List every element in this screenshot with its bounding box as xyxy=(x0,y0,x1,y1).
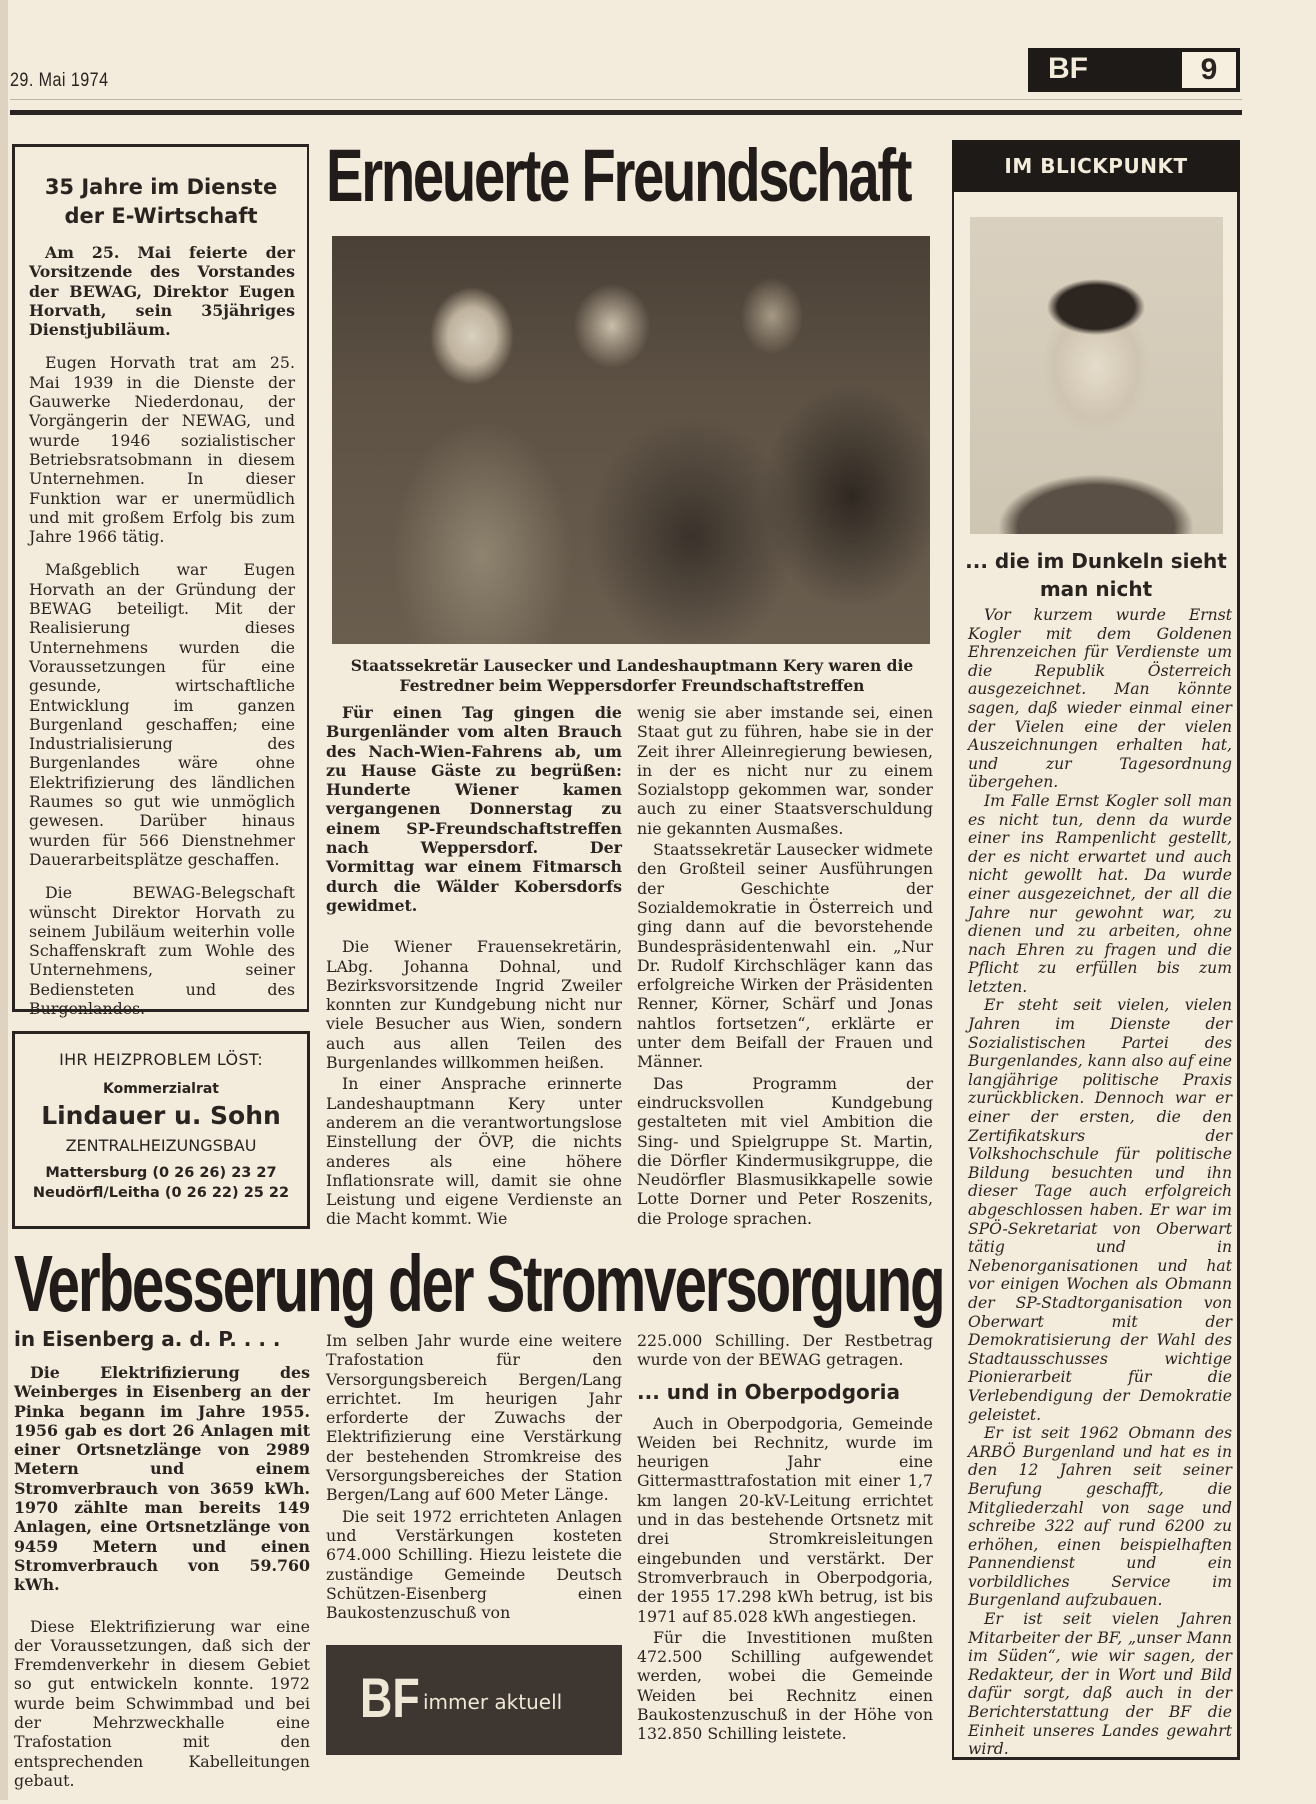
power-paragraph: Im selben Jahr wurde eine weitere Trafostation für den Versorgungsbereich Bergen/Lang errichtet. Im heurigen Jahr erforderte der Zuwachs der Elektrifizierung eine Verstärkung der bestehenden Stromkreise des Versorgungsbereiches der Station Bergen/Lang auf 600 Meter Länge. xyxy=(326,1331,622,1505)
blickpunkt-paragraph: Er ist seit 1962 Obmann des ARBÖ Burgenland und hat es in den 12 Jahren seit seiner Berufung geschafft, die Mitgliederzahl von sage und schreibe 322 auf rund 6200 zu erhöhen, einen beispielhaften Pannendienst und ein vorbildliches Service im Burgenland aufzubauen. xyxy=(968,1424,1232,1610)
power-column-1 xyxy=(14,1363,310,1804)
blickpunkt-paragraph: Er ist seit vielen Jahren Mitarbeiter der BF, „unser Mann im Süden“, wie wir sagen, der Redakteur, der in Wort und Bild dafür sorgt, daß auch in der Berichterstattung der BF die Einheit unseres Landes gewahrt wird. xyxy=(968,1610,1232,1759)
main-headline: Erneuerte Freundschaft xyxy=(326,134,911,217)
blickpunkt-paragraph: Im Falle Ernst Kogler soll man es nicht tun, denn da wurde einer ins Rampenlicht gestellt, der es nicht erwartet und auch nicht gewollt hat. Da wurde einer ausgezeichnet, der all die Jahre nur gewohnt war, zu dienen und zu arbeiten, ohne nach Ehren zu fragen und die Pflicht zu erfüllen bis zum letzten. xyxy=(968,791,1232,996)
sidebar-article-paragraph: Die BEWAG-Belegschaft wünscht Direktor Horvath zu seinem Jubiläum weiterhin volle Schaffenskraft zum Wohle des Unternehmens, seiner Bediensteten und des Burgenlandes. xyxy=(29,883,295,1018)
sidebar-article-paragraph: Eugen Horvath trat am 25. Mai 1939 in die Dienste der Gauwerke Niederdonau, der Vorgängerin der NEWAG, und wurde 1946 sozialistischer Betriebsratsobmann in diesem Unternehmen. In dieser Funktion war er unermüdlich und mit großem Erfolg bis zum Jahre 1966 tätig. xyxy=(29,353,295,547)
power-paragraph: Die seit 1972 errichteten Anlagen und Verstärkungen kosteten 674.000 Schilling. Hiezu leistete die zuständige Gemeinde Deutsch Schützen-Eisenberg einen Baukostenzuschuß von xyxy=(326,1506,622,1623)
sidebar-article-title: 35 Jahre im Dienste der E-Wirtschaft xyxy=(44,175,278,228)
bf-promo-logo: BF xyxy=(360,1666,420,1729)
ad-phone: Neudörfl/Leitha (0 26 22) 25 22 xyxy=(32,1185,290,1201)
power-paragraph: Auch in Oberpodgoria, Gemeinde Weiden bei Rechnitz, wurde im heurigen Jahr eine Gittermasttrafostation mit einer 1,7 km langen 20-kV-Leitung errichtet und in das bestehende Ortsnetz mit drei Stromkreisleitungen eingebunden und verstärkt. Der Stromverbrauch in Oberpodgoria, der 1955 17.298 kWh betrug, ist bis 1971 auf 85.028 kWh angestiegen. xyxy=(637,1413,933,1626)
blickpunkt-text xyxy=(968,606,1232,1759)
page-badge xyxy=(1028,48,1240,92)
power-paragraph: Für die Investitionen mußten 472.500 Schilling aufgewendet werden, wobei die Gemeinde Weiden bei Rechnitz einen Baukostenzuschuß in der Höhe von 132.850 Schilling leistete. xyxy=(637,1627,933,1744)
power-headline: Verbesserung der Stromversorgung xyxy=(14,1239,944,1328)
ad-company: Lindauer u. Sohn xyxy=(41,1101,281,1130)
power-lead: Die Elektrifizierung des Weinberges in Eisenberg an der Pinka begann im Jahre 1955. 1956 gab es dort 26 Anlagen mit einer Ortsnetzlänge von 2989 Metern und einem Stromverbrauch von 3659 kWh. 1970 zählte man bereits 149 Anlagen, eine Ortsnetzlänge von 9459 Metern und einen Stromverbrauch von 59.760 kWh. xyxy=(14,1363,310,1595)
header-thin-rule xyxy=(10,99,1242,100)
main-article-column-1 xyxy=(326,703,622,1243)
event-photo xyxy=(332,236,930,644)
header-rule xyxy=(10,110,1242,115)
power-paragraph: Diese Elektrifizierung war eine der Voraussetzungen, daß sich der Fremdenverkehr in diesem Gebiet so gut entwickeln konnte. 1972 wurde beim Schwimmbad und bei der Mehrzweckhalle eine Trafostation mit den entsprechenden Kabelleitungen gebaut. xyxy=(14,1616,310,1790)
main-article-paragraph: Staatssekretär Lausecker widmete den Großteil seiner Ausführungen der Geschichte der Sozialdemokratie in Österreich und ging dann auf die bevorstehende Bundespräsidentenwahl ein. „Nur Dr. Rudolf Kirchschläger kann das erfolgreiche Wirken der Präsidenten Renner, Körner, Schärf und Jonas nahtlos fortsetzen“, erklärte er unter dem Beifall der Frauen und Männer. xyxy=(637,840,933,1072)
bf-promo-box xyxy=(326,1645,622,1755)
power-paragraph: 225.000 Schilling. Der Restbetrag wurde von der BEWAG getragen. xyxy=(637,1331,933,1370)
heating-advertisement xyxy=(12,1031,310,1229)
power-subhead-eisenberg: in Eisenberg a. d. P. . . . xyxy=(14,1327,281,1351)
blickpunkt-title: ... die im Dunkeln sieht man nicht xyxy=(965,549,1227,601)
blickpunkt-paragraph: Er steht seit vielen, vielen Jahren im Dienste der Sozialistischen Partei des Burgenlandes, kann also auf eine langjährige politische Praxis zurückblicken. Dennoch war er einer der ersten, die den Zertifikatskurs der Volkshochschule für politische Bildung besuchten und ihn dieser Tage auch erfolgreich abgeschlossen haben. Er war im SPÖ-Sekretariat von Oberwart tätig und in Nebenorganisationen und hat vor einigen Wochen als Obmann der SP-Stadtorganisation von Oberwart mit der Demokratisierung der Wahl des Stadtausschusses wichtige Pionierarbeit für die Verlebendigung der Demokratie geleistet. xyxy=(968,996,1232,1424)
main-article-paragraph: Die Wiener Frauensekretärin, LAbg. Johanna Dohnal, und Bezirksvorsitzende Ingrid Zweiler konnten zur Kundgebung nicht nur viele Besucher aus Wien, sondern auch aus allen Teilen des Burgenlandes willkommen heißen. xyxy=(326,937,622,1073)
sidebar-article-box xyxy=(12,144,309,1018)
main-article-column-2 xyxy=(637,703,933,1242)
ad-trade: ZENTRALHEIZUNGSBAU xyxy=(65,1136,257,1155)
power-column-2 xyxy=(326,1331,622,1636)
photo-caption: Staatssekretär Lausecker und Landeshauptmann Kery waren die Festredner beim Weppersdorfer Freundschaftstreffen xyxy=(350,656,914,695)
portrait-photo xyxy=(970,217,1223,534)
main-article-lead: Für einen Tag gingen die Burgenländer vom alten Brauch des Nach-Wien-Fahrens ab, um zu Hause Gäste zu begrüßen: Hunderte Wiener kamen vergangenen Donnerstag zu einem SP-Freundschaftstreffen nach Weppersdorf. Der Vormittag war einem Fitmarsch durch die Wälder Kobersdorfs gewidmet. xyxy=(326,703,622,915)
blickpunkt-header: IM BLICKPUNKT xyxy=(952,140,1240,192)
blickpunkt-paragraph: Vor kurzem wurde Ernst Kogler mit dem Goldenen Ehrenzeichen für Verdienste um die Republik Österreich ausgezeichnet. Man könnte sagen, daß wieder einmal einer der Vielen eine der vielen Auszeichnungen erhalten hat, und zur Tagesordnung übergehen. xyxy=(968,606,1232,792)
paper-abbrev: BF xyxy=(1048,52,1088,85)
main-article-paragraph: In einer Ansprache erinnerte Landeshauptmann Kery unter anderem an die verantwortungslose Einstellung der ÖVP, die nichts anderes als eine höhere Inflationsrate will, damit sie ohne Leistung und eigene Verdienste an die Macht kommt. Wie xyxy=(326,1074,622,1229)
ad-title: Kommerzialrat xyxy=(102,1081,220,1097)
sidebar-article-paragraph: Maßgeblich war Eugen Horvath an der Gründung der BEWAG beteiligt. Mit der Realisierung dieses Unternehmens wurden die Voraussetzungen für eine gesunde, wirtschaftliche Entwicklung im ganzen Burgenland geschaffen; eine Industrialisierung des Burgenlandes wäre ohne Elektrifizierung des ländlichen Raumes so gut wie unmöglich gewesen. Darüber hinaus wurden für 566 Dienstnehmer Dauerarbeitsplätze geschaffen. xyxy=(29,560,295,869)
ad-phone: Mattersburg (0 26 26) 23 27 xyxy=(45,1165,277,1181)
bf-promo-slogan: immer aktuell xyxy=(423,1690,563,1714)
page-number: 9 xyxy=(1182,52,1236,88)
power-subhead-oberpodgoria: ... und in Oberpodgoria xyxy=(637,1379,900,1404)
power-column-3 xyxy=(637,1331,933,1758)
sidebar-article-lead: Am 25. Mai feierte der Vorsitzende des Vorstandes der BEWAG, Direktor Eugen Horvath, sein 35jähriges Dienstjubiläum. xyxy=(29,243,295,340)
main-article-paragraph: Das Programm der eindrucksvollen Kundgebung gestalteten mit viel Ambition die Sing- und Spielgruppe St. Martin, die Dörfler Kindermusikgruppe, die Neudörfler Blasmusikkapelle sowie Lotte Dorner und Peter Roszenits, die Prologe sprachen. xyxy=(637,1073,933,1228)
scan-left-edge xyxy=(0,0,8,1800)
main-article-paragraph: wenig sie aber imstande sei, einen Staat gut zu führen, habe sie in der Zeit ihrer Alleinregierung bewiesen, in der es nicht nur zu einem Sozialstopp gekommen war, sonder auch zu einer Staatsverschuldung nie gekannten Ausmaßes. xyxy=(637,703,933,838)
issue-date: 29. Mai 1974 xyxy=(10,70,109,91)
ad-tagline: IHR HEIZPROBLEM LÖST: xyxy=(59,1050,263,1069)
